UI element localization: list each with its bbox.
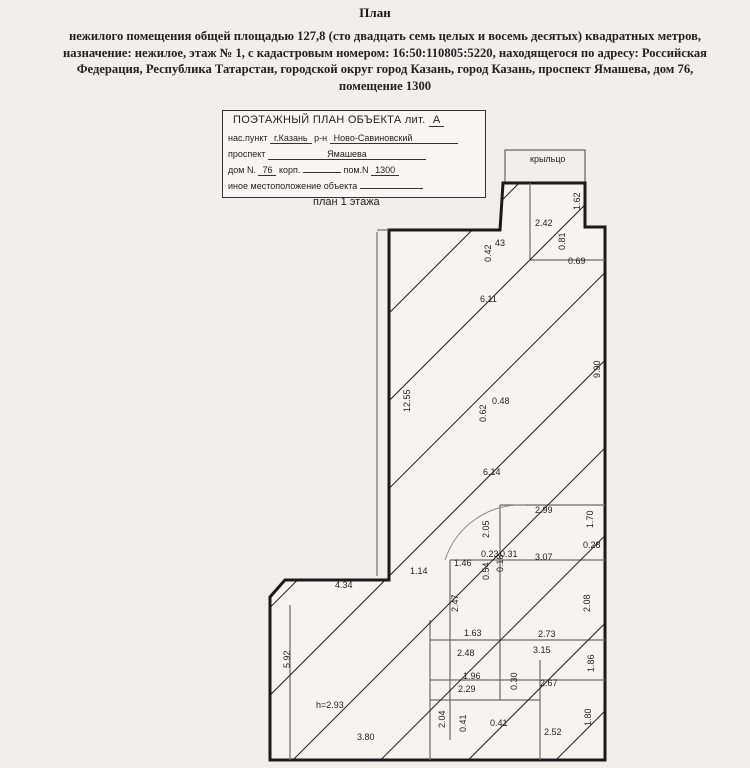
stamp-house-label: дом N.: [228, 165, 256, 175]
stamp-street-type: проспект: [228, 149, 266, 159]
stamp-district-label: р-н: [314, 133, 328, 143]
dim-label: 0.54: [481, 562, 491, 580]
dim-label: 2.73: [538, 629, 556, 639]
dim-label: 0.41: [490, 718, 508, 728]
dim-label: 2.47: [450, 594, 460, 612]
dim-label: 1.96: [463, 671, 481, 681]
dim-label: 2.04: [437, 710, 447, 728]
porch-label: крыльцо: [530, 154, 566, 164]
stamp-building-label: корп.: [279, 165, 301, 175]
dim-label: 5.92: [282, 650, 292, 668]
dim-label: 0.42: [483, 244, 493, 262]
dim-label: 0.28: [583, 540, 601, 550]
hatched-area: [260, 170, 620, 768]
dim-label: 2.99: [535, 505, 553, 515]
stamp-settlement-value: г.Казань: [270, 133, 312, 144]
dim-label: 9.90: [592, 360, 602, 378]
dim-label: 0.41: [458, 714, 468, 732]
plan-description: нежилого помещения общей площадью 127,8 (сто двадцать семь целых и восемь десятых) квадратных метров, назначение: нежилое, этаж № 1, с кадастровым номером: 16:50:110805:5220, находящегося по адресу: Российская Федерация, Республика Татарстан, городской округ город Казань, город Казань, проспект Ямашева, дом 76, помещение 1300: [63, 29, 707, 93]
stamp-other-location-label: иное местоположение объекта: [228, 181, 358, 191]
dim-label: 0.23: [481, 549, 499, 559]
dim-label: 1.14: [410, 566, 428, 576]
dim-label: 2.05: [481, 520, 491, 538]
stamp-district-value: Ново-Савиновский: [330, 133, 458, 144]
dim-label: 1.80: [583, 708, 593, 726]
dim-label: 4.34: [335, 580, 353, 590]
dim-label: 0.69: [568, 256, 586, 266]
dim-label: 1.63: [464, 628, 482, 638]
dim-label: 6.14: [483, 467, 501, 477]
dim-label: 1.46: [454, 558, 472, 568]
dim-label: 0.81: [557, 232, 567, 250]
dim-label: 1.70: [585, 510, 595, 528]
stamp-title-text: ПОЭТАЖНЫЙ ПЛАН ОБЪЕКТА: [233, 114, 402, 126]
dim-label: h=2.93: [316, 700, 344, 710]
dim-label: 3.15: [533, 645, 551, 655]
dim-label: 2.08: [582, 594, 592, 612]
dim-label: 43: [495, 238, 506, 248]
dim-label: 2.52: [544, 727, 562, 737]
dim-label: 0.62: [478, 404, 488, 422]
dim-label: 2.67: [540, 678, 558, 688]
stamp-lit-value: А: [429, 114, 445, 127]
dim-label: 12.55: [402, 389, 412, 412]
floor-plan-label: план 1 этажа: [313, 196, 380, 208]
stamp-room-value: 1300: [371, 165, 399, 176]
dim-label: 1.86: [586, 654, 596, 672]
plan-title: План: [359, 5, 391, 20]
dim-label: 0.30: [509, 672, 519, 690]
stamp-house-value: 76: [258, 165, 276, 176]
dim-label: 2.48: [457, 648, 475, 658]
dim-label: 0.48: [492, 396, 510, 406]
dim-label: 2.42: [535, 218, 553, 228]
dim-label: 1.62: [572, 192, 582, 210]
dim-label: 6.11: [480, 294, 497, 304]
stamp-room-label: пом.N: [343, 165, 369, 175]
stamp-lit-label: лит.: [404, 114, 426, 126]
dim-label: 2.29: [458, 684, 476, 694]
dim-label: 0.18: [495, 554, 505, 572]
dim-label: 0.31: [500, 549, 518, 559]
stamp-street-value: Ямашева: [268, 149, 426, 160]
dim-label: 3.80: [357, 732, 375, 742]
stamp-settlement-label: нас.пункт: [228, 133, 268, 143]
dim-label: 3.07: [535, 552, 553, 562]
